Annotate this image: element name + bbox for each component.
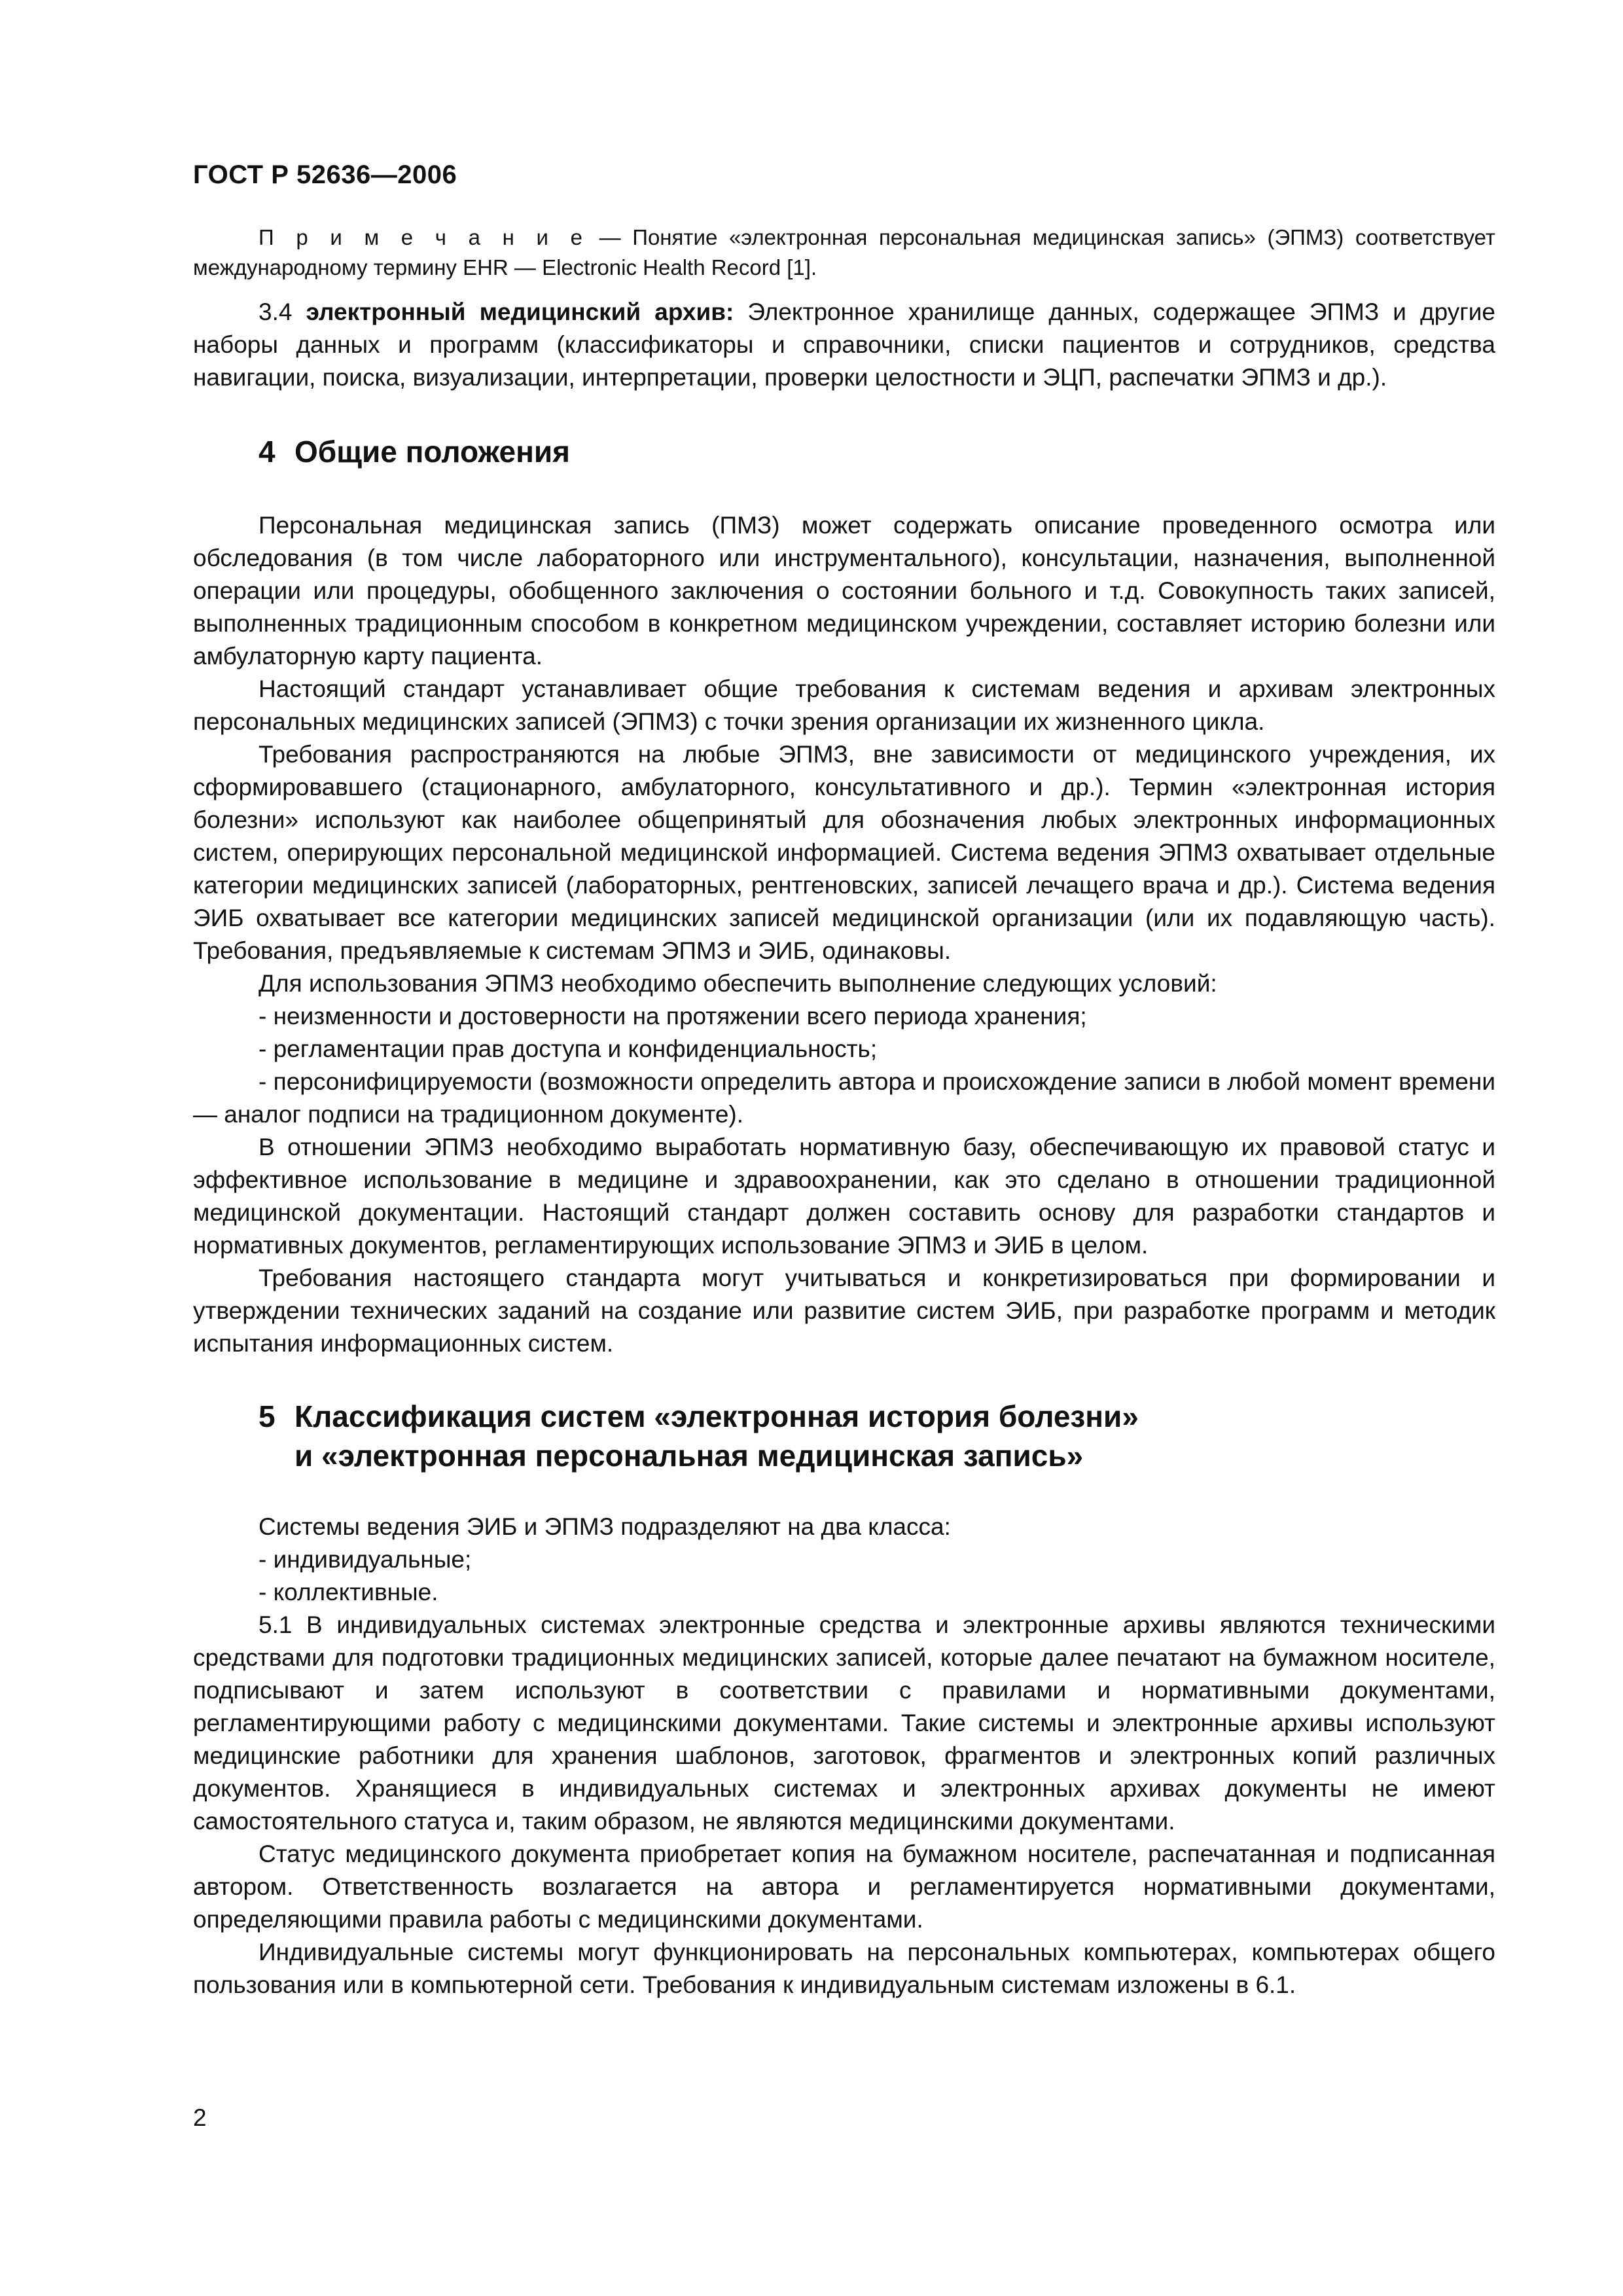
section-title-line2: и «электронная персональная медицинская запись» bbox=[294, 1439, 1084, 1473]
section-number: 5 bbox=[259, 1399, 276, 1433]
paragraph: 5.1 В индивидуальных системах электронные средства и электронные архивы являются техническими средствами для подготовки традиционных медицинских записей, которые далее печатают на бумажном носителе, подписывают и затем используют в соответствии с правилами и нормативными документами, регламентирующими работу с медицинскими документами. Такие системы и электронные архивы используют медицинские работники для хранения шаблонов, заготовок, фрагментов и электронных копий различных документов. Хранящиеся в индивидуальных системах и электронных архивах документы не имеют самостоятельного статуса и, таким образом, не являются медицинскими документами. bbox=[193, 1611, 1495, 1835]
list-item: - персонифицируемости (возможности определить автора и происхождение записи в любой момент времени — аналог подписи на традиционном документе). bbox=[193, 1068, 1495, 1128]
definition-number: 3.4 bbox=[259, 298, 293, 325]
section-title-line1: Классификация систем «электронная история болезни» bbox=[294, 1399, 1139, 1433]
paragraph: В отношении ЭПМЗ необходимо выработать нормативную базу, обеспечивающую их правовой статус и эффективное использование в медицине и здравоохранении, как это сделано в отношении традиционной медицинской документации. Настоящий стандарт должен составить основу для разработки стандартов и нормативных документов, регламентирующих использование ЭПМЗ и ЭИБ в целом. bbox=[193, 1134, 1495, 1259]
document-body bbox=[193, 223, 1495, 2001]
list-item: - неизменности и достоверности на протяжении всего периода хранения; bbox=[259, 1003, 1087, 1030]
paragraph: Статус медицинского документа приобретает копия на бумажном носителе, распечатанная и подписанная автором. Ответственность возлагается на автора и регламентируется нормативными документами, определяющими правила работы с медицинскими документами. bbox=[193, 1840, 1495, 1933]
paragraph: Системы ведения ЭИБ и ЭПМЗ подразделяют на два класса: bbox=[259, 1513, 951, 1540]
paragraph: Требования распространяются на любые ЭПМЗ, вне зависимости от медицинского учреждения, их сформировавшего (стационарного, амбулаторного, консультативного и др.). Термин «электронная история болезни» используют как наиболее общепринятый для обозначения любых электронных информационных систем, оперирующих персональной медицинской информацией. Система ведения ЭПМЗ охватывает отдельные категории медицинских записей (лабораторных, рентгеновских, записей лечащего врача и др.). Система ведения ЭИБ охватывает все категории медицинских записей медицинской организации (или их подавляющую часть). Требования, предъявляемые к системам ЭПМЗ и ЭИБ, одинаковы. bbox=[193, 741, 1495, 964]
paragraph: Настоящий стандарт устанавливает общие требования к системам ведения и архивам электронных персональных медицинских записей (ЭПМЗ) с точки зрения организации их жизненного цикла. bbox=[193, 675, 1495, 735]
list-item: - коллективные. bbox=[259, 1579, 438, 1605]
section-4-heading bbox=[259, 432, 1495, 471]
list-item: - индивидуальные; bbox=[259, 1546, 472, 1573]
note-text: — Понятие «электронная персональная медицинская запись» (ЭПМЗ) соответствует международному термину EHR — Electronic Health Record [1]. bbox=[193, 225, 1495, 279]
paragraph: Требования настоящего стандарта могут учитываться и конкретизироваться при формировании и утверждении технических заданий на создание или развитие систем ЭИБ, при разработке программ и методик испытания информационных систем. bbox=[193, 1265, 1495, 1357]
section-5-heading bbox=[259, 1397, 1495, 1475]
note-label: П р и м е ч а н и е bbox=[259, 225, 588, 249]
definition-term: электронный медицинский архив: bbox=[306, 298, 734, 325]
paragraph: Для использования ЭПМЗ необходимо обеспечить выполнение следующих условий: bbox=[259, 970, 1217, 997]
paragraph: Индивидуальные системы могут функционировать на персональных компьютерах, компьютерах общего пользования или в компьютерной сети. Требования к индивидуальным системам изложены в 6.1. bbox=[193, 1939, 1495, 1998]
section-title: Общие положения bbox=[294, 435, 570, 469]
page-number: 2 bbox=[193, 2104, 207, 2131]
definition-3-4 bbox=[193, 296, 1495, 394]
paragraph: Персональная медицинская запись (ПМЗ) может содержать описание проведенного осмотра или обследования (в том числе лабораторного или инструментального), консультации, назначения, выполненной операции или процедуры, обобщенного заключения о состоянии больного и т.д. Совокупность таких записей, выполненных традиционным способом в конкретном медицинском учреждении, составляет историю болезни или амбулаторную карту пациента. bbox=[193, 512, 1495, 670]
section-number: 4 bbox=[259, 435, 276, 469]
definition-text: Электронное хранилище данных, содержащее ЭПМЗ и другие наборы данных и программ (классификаторы и справочники, списки пациентов и сотрудников, средства навигации, поиска, визуализации, интерпретации, проверки целостности и ЭЦП, распечатки ЭПМЗ и др.). bbox=[193, 298, 1496, 391]
list-item: - регламентации прав доступа и конфиденциальность; bbox=[259, 1035, 878, 1062]
note-paragraph bbox=[193, 223, 1495, 283]
document-header: ГОСТ Р 52636—2006 bbox=[193, 160, 457, 189]
